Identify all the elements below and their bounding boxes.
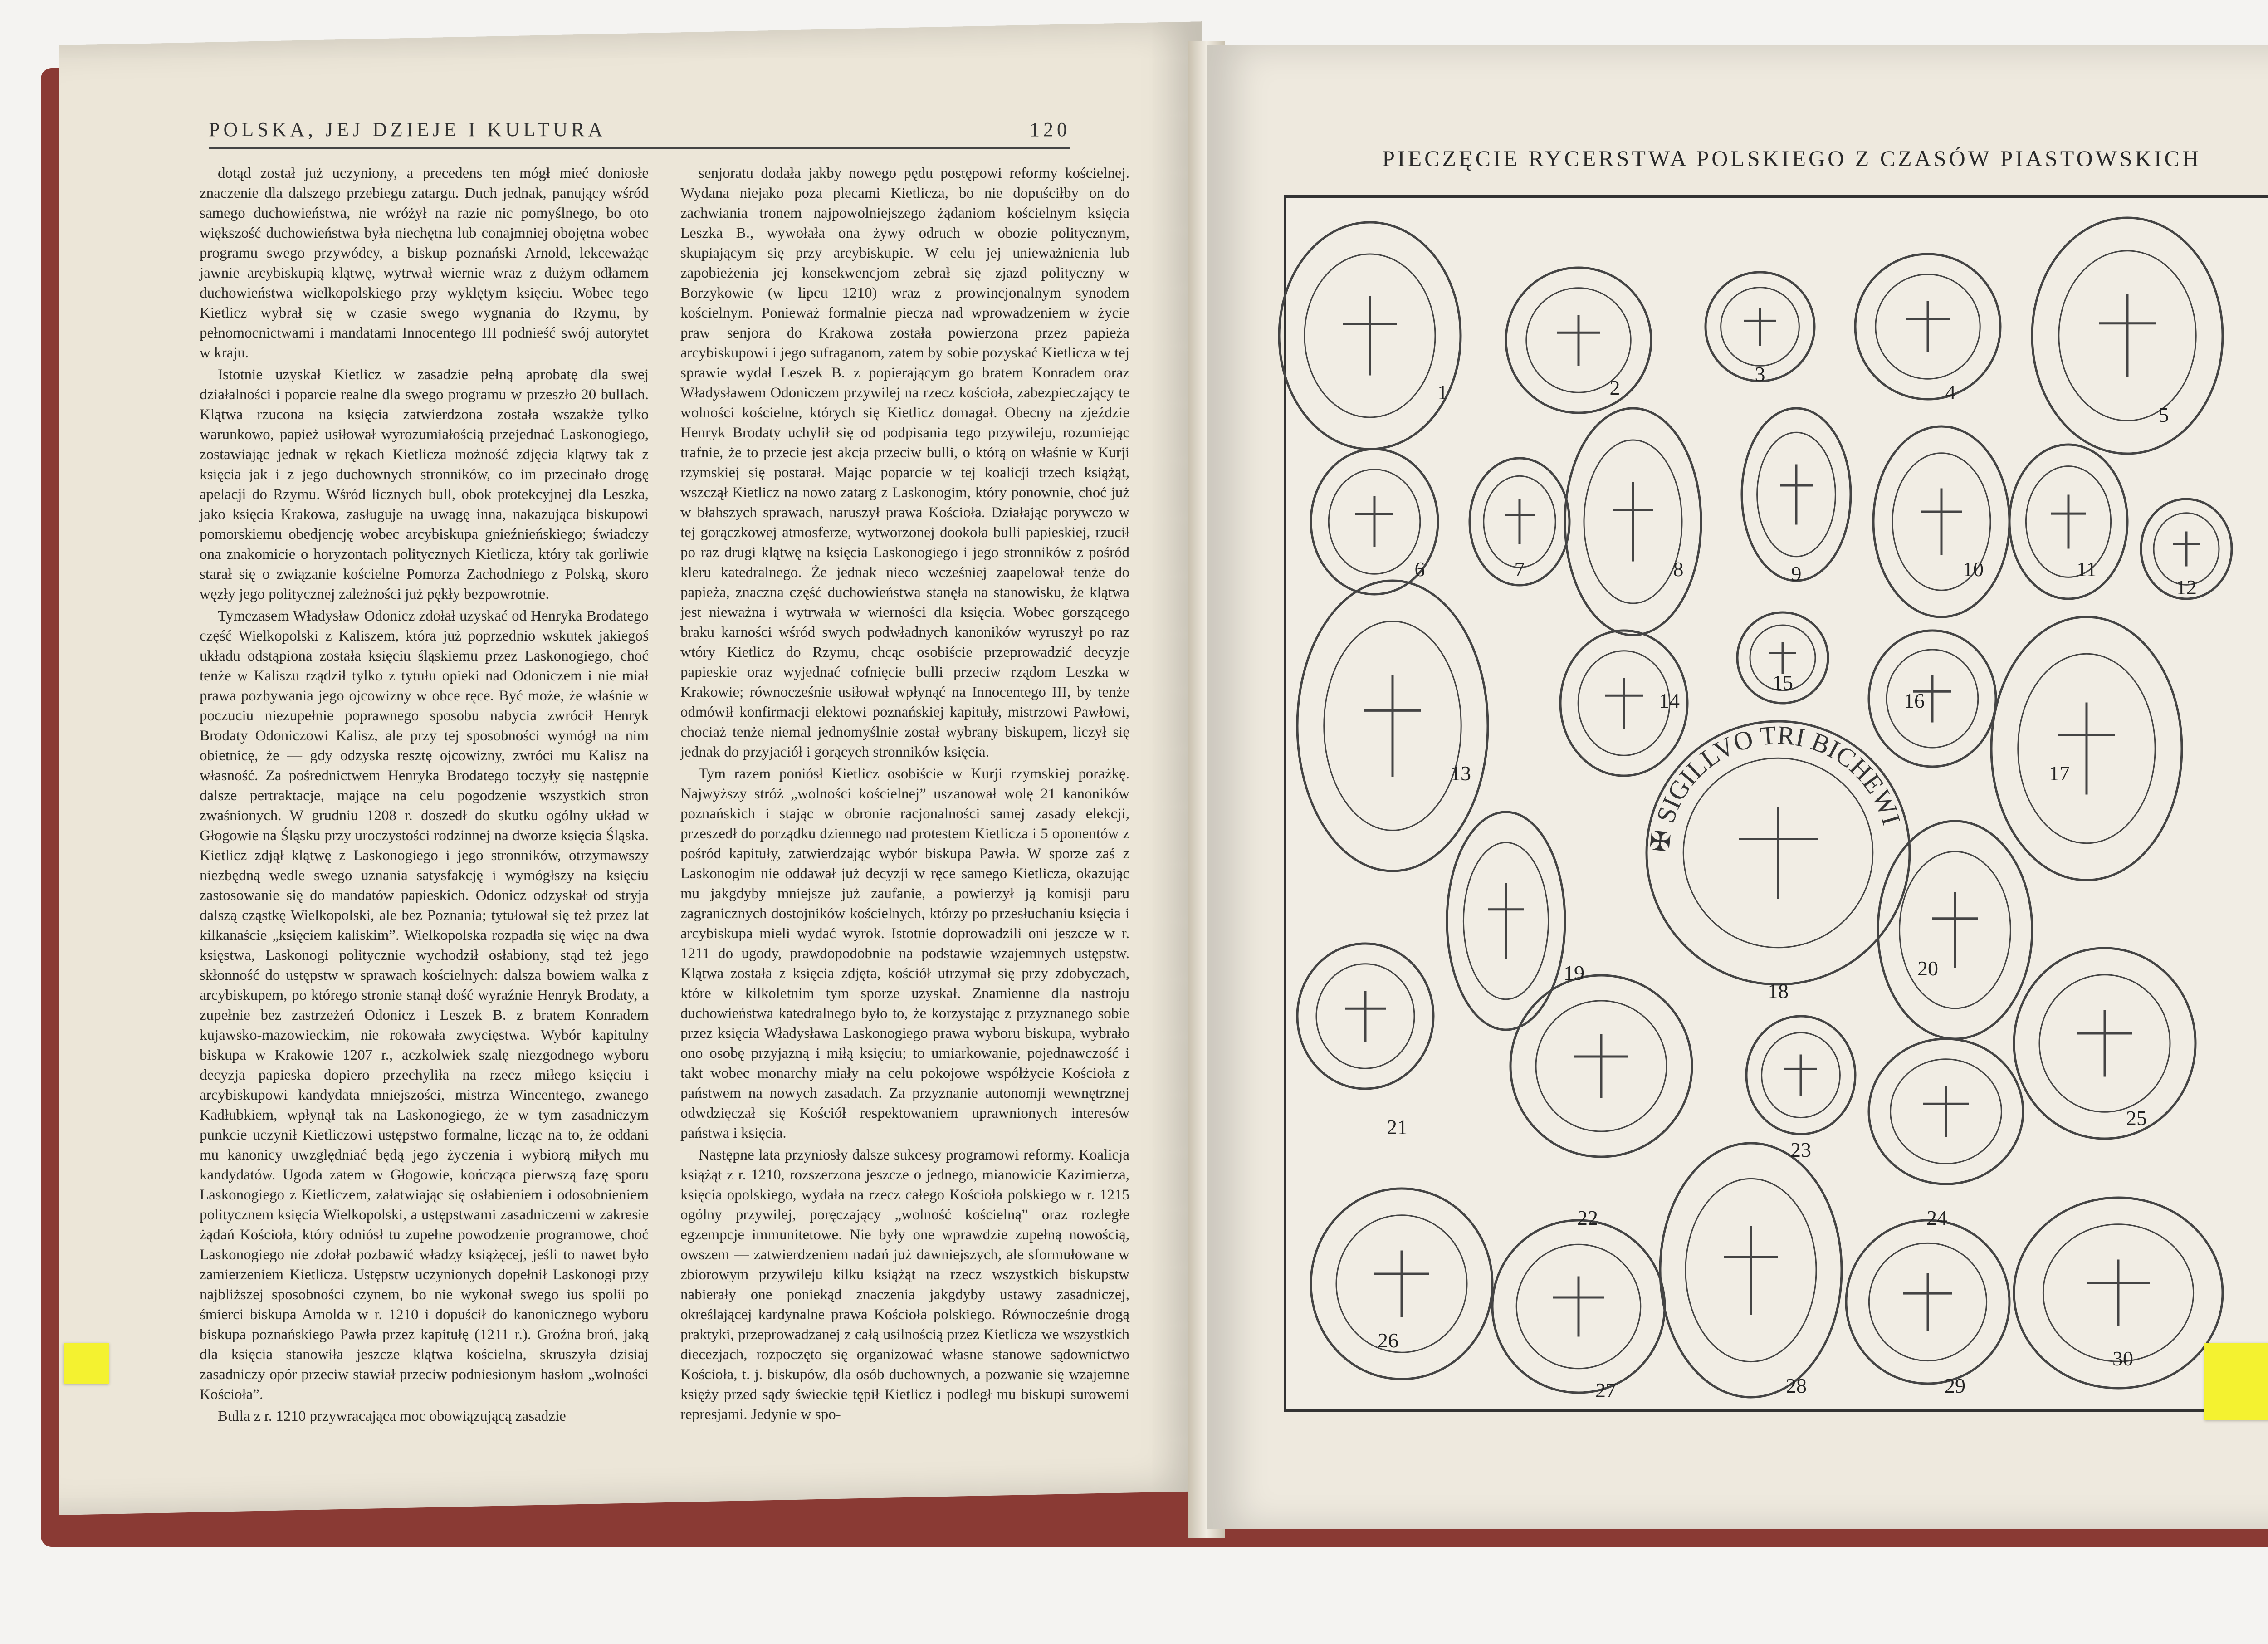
seal-number: 9 xyxy=(1791,562,1802,585)
seal-emblem xyxy=(1769,642,1796,674)
seal-emblem xyxy=(1345,991,1386,1042)
seal-number: 10 xyxy=(1963,558,1984,581)
seal-emblem xyxy=(1724,1226,1778,1315)
seal-number: 30 xyxy=(2112,1347,2133,1370)
seal-number: 1 xyxy=(1437,381,1448,404)
seal-emblem xyxy=(1605,678,1643,729)
seal-number: 25 xyxy=(2126,1106,2147,1130)
seal-emblem xyxy=(1923,1086,1969,1137)
seal-number: 3 xyxy=(1755,362,1765,386)
seal-number: 2 xyxy=(1609,376,1620,399)
seal-number: 4 xyxy=(1945,381,1956,404)
seal-emblem xyxy=(2099,294,2156,377)
seal-number: 28 xyxy=(1786,1374,1807,1397)
plate-title: PIECZĘCIE RYCERSTWA POLSKIEGO Z CZASÓW PIASTOWSKICH xyxy=(1382,146,2201,171)
seal-emblem xyxy=(1505,499,1535,544)
seal-emblem xyxy=(1355,496,1393,547)
paragraph: Tymczasem Władysław Odonicz zdołał uzyskać od Henryka Brodatego część Wielkopolski z Kaliszem, która już poprzednio wskutek jakiegoś układu odstąpiona została księciu śląskiemu przez Laskonogiego, choć tenże w Kaliszu rządził tylko z tytułu opieki nad Odoniczem i nie miał prawa pozbywania jego ojcowizny w obce ręce. Być może, że właśnie w poczuciu niezupełnie poprawnego sposobu nabycia zwrócił Henryk Brodaty Odoniczowi Kalisz, ale przy tej sposobności wymógł na nim obietnicę, że — gdy odzyska resztę ojcowizny, zwróci mu Kalisz na własność. Za pośrednictwem Henryka Brodatego toczyły się następnie dalsze pertraktacje, mające na celu pogodzenie wszystkich stron zwaśnionych. W grudniu 1208 r. doszedł do skutku ogólny układ w Głogowie na Śląsku przy uroczystości rodzinnej na dworze księcia Śląska. Kietlicz zdjął klątwę z Laskonogiego i jego stronników, otrzymawszy niezbędną wedle swego uznania satysfakcję i wymógłszy na księciu zastosowanie się do mandatów papieskich. Odonicz odzyskał od stryja dalszą cząstkę Wielkopolski, ale bez Poznania; tytułował się też przez lat kilkanaście „księciem kaliskim”. Wielkopolska rozpadła się więc na dwa księstwa, Laskonogi politycznie wychodził osłabiony, stąd też jego skłonność do ustępstw w sprawach kościelnych: dalsza bowiem walka z arcybiskupem, po którego stronie stanął dość wyraźnie Henryk Brodaty, a zupełnie bez zastrzeżeń Odonicz i Leszek B. z bratem Konradem kujawsko-mazowieckim, nie rokowała zwycięstwa. Wybór kapitulny biskupa w Krakowie 1207 r., aczkolwiek szalę niezgodnego wyboru decyzja papieska dopiero przechyliła na rzecz miłego księciu i arcybiskupowi kandydata mniejszości, mistrza Wincentego, zwanego Kadłubkiem, wpłynął tak na Laskonogiego, że w tym zasadniczym punkcie uczynił Kietliczowi ustępstwo formalne, licząc na to, że oddani mu kanonicy uwzględniać będą jego życzenia i wybiorą miłych mu kandydatów. Ugoda zatem w Głogowie, kończąca pierwszą fazę sporu Laskonogiego z Kietliczem, załatwiając się osłabieniem i odosobnieniem politycznem księcia Wielkopolski, a ustępstwami zasadniczemi w zakresie żądań Kościoła, który odniósł tu zupełne powodzenie programowe, choć Laskonogiego nie zdołał pozbawić władzy książęcej, jeśli to nawet było zamierzeniem Kietlicza. Ustępstw uczynionych dopełnił Laskonogi przy najbliższej sposobności czynem, bo nie wykonał swego ius spolii po śmierci biskupa Arnolda w r. 1210 i dopuścił do kanonicznego wyboru biskupa poznańskiego Pawła przez kapitułę (1211 r.). Groźna broń, jaką dla księcia stanowiła jeszcze klątwa kościelna, skruszyła dzisiaj zasadniczy opór przeciw stawiał przeciw podniesionym hasłom „wolności Kościoła”. xyxy=(200,608,649,1403)
seal-number: 19 xyxy=(1564,961,1584,984)
seal-number: 13 xyxy=(1450,762,1471,785)
seal-emblem xyxy=(2077,1010,2132,1077)
paragraph: dotąd został już uczyniony, a precedens ten mógł mieć doniosłe znaczenie dla dalszego przebiegu zatargu. Duch jednak, panujący wśród samego duchowieństwa, nie wróżył na razie nic pomyślnego, bo oto większość duchowieństwa była niechętna lub conajmniej obojętna wobec programu swego przywódcy, a biskup poznański Arnold, lekceważąc jawnie arcybiskupią klątwę, wytrwał wiernie wraz z dużym odłamem duchowieństwa wielkopolskiego przy wyklętym księciu. Wobec tego Kietlicz wybrał się w czasie swego wygnania do Rzymu, by pełnomocnictwami i mandatami Innocentego III podnieść swój autorytet w kraju. xyxy=(200,165,649,361)
seal-emblem xyxy=(1780,465,1813,525)
paragraph: Tym razem poniósł Kietlicz osobiście w Kurji rzymskiej porażkę. Najwyższy stróż „wolności kościelnej” uszanował wolę 21 kanoników poznańskich i stając w obronie racjonalności samej zasady elekcji, przeszedł do porządku dziennego nad protestem Kietlicza i 5 oponentów z pośród kapituły, zatwierdzając wybór biskupa Pawła. W sporze zaś z Laskonogim nie oddawał już decyzji w ręce samego Kietlicza, okazując mu jakgdyby mniejsze już zaufanie, a powierzył ją komisji paru zagranicznych dostojników kościelnych, którzy po przesłuchaniu księcia i arcybiskupa mieli wydać wyrok. Istotnie doprowadzili oni jeszcze w r. 1211 do ugody, prawdopodobnie na podstawie wzajemnych ustępstw. Klątwa została z księcia zdjęta, kościół utrzymał się przy zdobyczach, które w kilkoletnim tym sporze uzyskał. Znamienne dla nastroju duchowieństwa katedralnego było to, że korzystając z przyznanego sobie przez księcia Władysława Laskonogiego prawa wyboru biskupa, wybrało ono osobę przyjazną i miłą księciu; to umiarkowanie, pojednawczość i takt wobec monarchy miały na celu pokojowe współżycie Kościoła z państwem na nowych zasadach. Za przyznanie autonomji wewnętrznej odwdzięczał się Kościół respektowaniem uprawnionych interesów państwa i księcia. xyxy=(680,766,1129,1141)
seal-number: 16 xyxy=(1904,689,1925,712)
seal-emblem xyxy=(1784,1055,1817,1096)
page-number: 120 xyxy=(1030,118,1070,141)
seal-number: 22 xyxy=(1577,1206,1598,1229)
seal-number: 12 xyxy=(2176,576,2197,599)
seal-number: 7 xyxy=(1514,558,1525,581)
seal-number: 14 xyxy=(1659,689,1680,712)
seal-number: 11 xyxy=(2076,558,2097,581)
seal-emblem xyxy=(1557,315,1600,366)
seal-number: 21 xyxy=(1387,1116,1408,1139)
seal-emblem xyxy=(1488,883,1524,959)
seal-number: 6 xyxy=(1414,558,1425,581)
seal-emblem xyxy=(2051,495,2086,549)
seal-emblem xyxy=(1343,296,1397,376)
seal-emblem xyxy=(1739,807,1818,899)
seal-emblem xyxy=(1932,892,1978,968)
seal-emblem xyxy=(1613,482,1653,562)
seal-emblem xyxy=(1553,1277,1604,1337)
seal-emblem xyxy=(1906,301,1950,352)
paragraph: senjoratu dodała jakby nowego pędu postępowi reformy kościelnej. Wydana niejako poza plecami Kietlicza, bo nie dopuściłby on do zachwiania tronem najpowolniejszego żądaniom kościelnym księcia Leszka B., wywołała ona żywy odruch w obozie politycznym, skupiającym się przy arcybiskupie. W celu jej unieważnienia lub zapobieżenia jej konsekwencjom zebrał się zjazd polityczny w Borzykowie (w lipcu 1210) wraz z prowincjonalnym synodem kościelnym. Ponieważ formalnie piecza nad wprowadzeniem w życie praw senjora do Krakowa została powierzona przez papieża arcybiskupowi i jego sufraganom, zatem by sobie pozyskać Kietlicza w tej sprawie wydał Leszek B. z popierającym go bratem Konradem oraz Władysławem Odoniczem przywilej na rzecz kościoła, zabezpieczający te wolności kościelne, których się Kietlicz domagał. Obecny na zjeździe Henryk Brodaty uchylił się od podpisania tego przywileju, rozumiejąc trafnie, że to przecie jest akcja przeciw bulli, o którą on właśnie w Kurji rzymskiej się postarał. Mając poparcie w tej koalicji trzech książąt, wszczął Kietlicz na nowo zatarg z Laskonogim, który ponownie, choć już w błahszych sprawach, naruszył prawa Kościoła. Działając porywczo w tej gorączkowej atmosferze, wytworzonej dookoła bulli papieskiej, rzucił po raz drugi klątwę na księcia Laskonogiego i jego stronników z pośród kleru katedralnego. Że jednak nieco wcześniej zaapelował tenże do papieża, znaczna część duchowieństwa stanęła na stanowisku, że klątwa jest nieważna i wytrwała w wierności dla księcia. Wobec gorszącego braku karności wśród swych podwładnych kanoników wyruszył po raz wtóry Kietlicz do Rzymu, chcąc osobiście przeprowadzić decyzje papieskie oraz wyjednać cofnięcie bulli przeciw rządom Leszka w Krakowie; równocześnie usiłował wpłynąć na Innocentego III, by tenże odmówił konfirmacji elektowi poznańskiej kapituły, mistrzowi Pawłowi, chociaż tenże niemal jednomyślnie został wybrany biskupem, liczył się jednak do przyjaciół i gorących stronników księcia. xyxy=(680,165,1129,760)
bookmark-tab-left[interactable] xyxy=(64,1343,109,1384)
seal-emblem xyxy=(2173,532,2200,567)
seal-emblem xyxy=(1921,489,1962,555)
seal-emblem xyxy=(2087,1260,2150,1326)
seal-number: 18 xyxy=(1768,979,1789,1003)
seal-number: 27 xyxy=(1595,1379,1616,1402)
paragraph: Następne lata przyniosły dalsze sukcesy programowi reformy. Koalicja książąt z r. 1210, rozszerzona jeszcze o jednego, mianowicie Kazimierza, księcia opolskiego, wydała na rzecz całego Kościoła polskiego w r. 1215 ogólny przywilej, poręczający „wolność kościelną” oraz rozległe egzempcje immunitetowe. Nie były one wprawdzie zupełną nowością, owszem — zatwierdzeniem nadań już dawniejszych, ale sformułowane w zbiorowym przywileju kilku książąt na rzecz wszystkich biskupstw nabierały one poniekąd znaczenia jakgdyby ustawy zasadniczej, określającej kardynalne prawa Kościoła polskiego. Równocześnie drogą praktyki, przeprowadzanej z całą usilnością przez Kietlicza we wszystkich diecezjach, rozpoczęto się organizować własne stanowe sądownictwo Kościoła, t. j. biskupów, dla osób duchownych, a pozwanie się wzajemne księży przed sądy świeckie tępił Kietlicz i podległ mu biskupi surowemi represjami. Jedynie w spo- xyxy=(680,1147,1129,1423)
seal-emblem xyxy=(1903,1273,1952,1331)
seal-number: 20 xyxy=(1917,957,1938,980)
seal-number: 23 xyxy=(1790,1138,1811,1161)
paragraph: Bulla z r. 1210 przywracająca moc obowiązującą zasadzie xyxy=(218,1408,566,1424)
paragraph: Istotnie uzyskał Kietlicz w zasadzie pełną aprobatę dla swej działalności i poparcie realne dla swego programu w przeszło 20 bullach. Klątwa rzucona na księcia zatwierdzona została wszakże tylko warunkowo, papież usiłował wyrozumiałością przejednać Laskonogiego, zostawiając jednak w rękach Kietlicza możność zdjęcia klątwy tak z księcia jak i z jego duchownych stronników, co im przecinało drogę apelacji do Rzymu. Wśród licznych bull, obok protekcyjnej dla Leszka, jako księcia Krakowa, zasługuje na uwagę inna, nakazująca biskupowi pomorskiemu obedjencję wobec arcybiskupa gnieźnieńskiego; świadczy ona znakomicie o horyzontach politycznych Kietlicza, który tak gorliwie starał się o związanie kościelne Pomorza Zachodniego z Polską, skoro węzły jego politycznej zależności już pękły bezpowrotnie. xyxy=(200,367,649,602)
seal-number: 15 xyxy=(1772,671,1793,694)
running-head-title: POLSKA, JEJ DZIEJE I KULTURA xyxy=(209,118,606,141)
seal-emblem xyxy=(1744,308,1776,346)
seal-emblem xyxy=(1374,1251,1429,1317)
seal-18-inscription: ✠ SIGILLVO TRI BICHEWI xyxy=(1645,720,1906,854)
seal-number: 17 xyxy=(2049,762,2070,785)
bookmark-tab-right[interactable] xyxy=(2204,1343,2268,1420)
seal-number: 29 xyxy=(1945,1374,1965,1397)
seal-emblem xyxy=(1364,675,1421,777)
seal-number: 8 xyxy=(1673,558,1684,581)
seal-number: 26 xyxy=(1378,1329,1398,1352)
seal-number: 5 xyxy=(2158,403,2169,426)
seal-number: 24 xyxy=(1926,1206,1947,1229)
seal-emblem xyxy=(1574,1034,1628,1098)
